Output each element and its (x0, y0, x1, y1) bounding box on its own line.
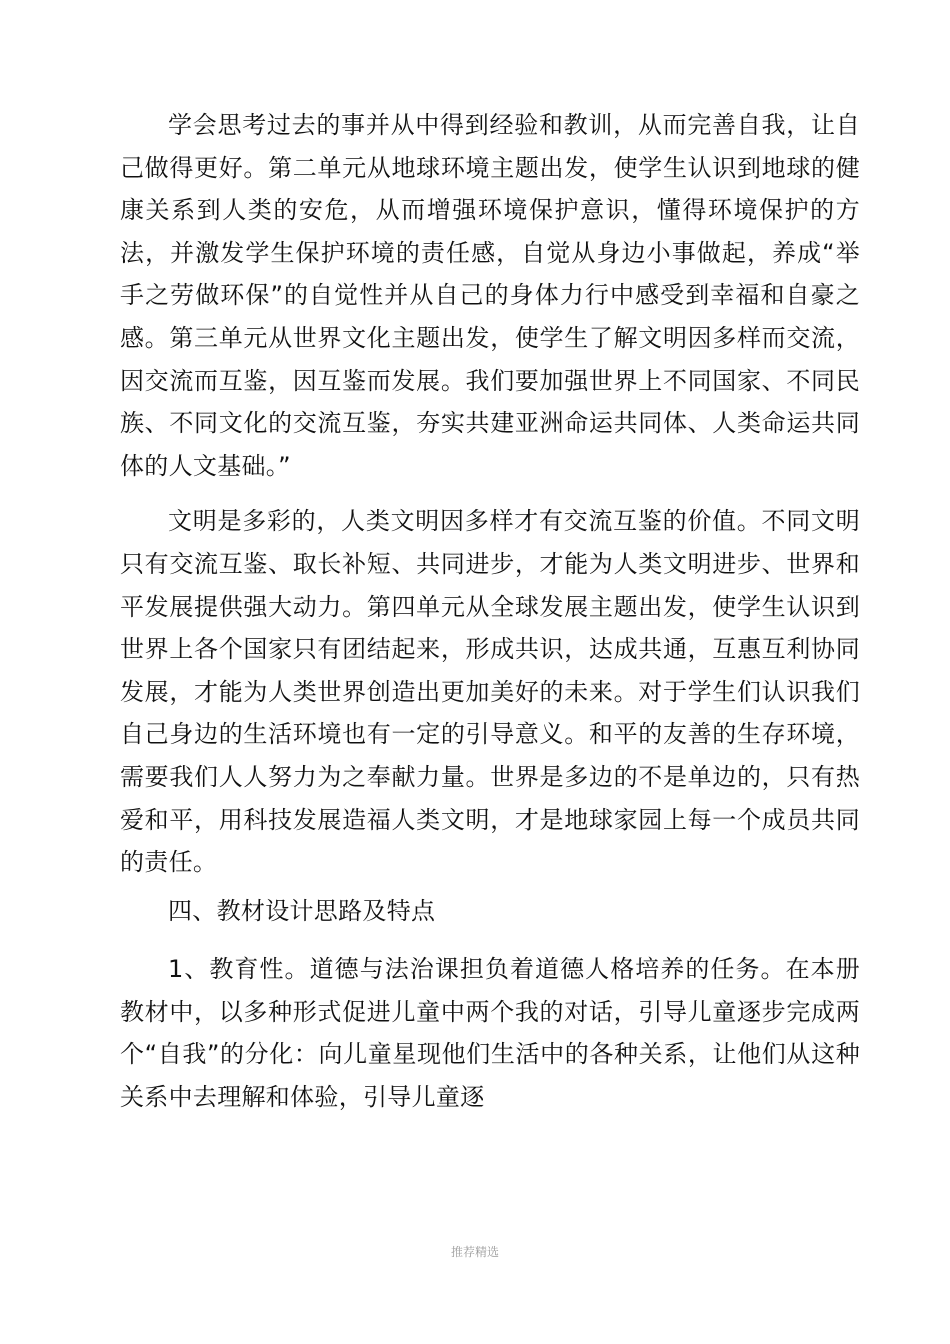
section-heading-design-ideas: 四、教材设计思路及特点 (168, 896, 436, 925)
paragraph-unit-overview: 学会思考过去的事并从中得到经验和教训，从而完善自我，让自己做得更好。第二单元从地球环境主题出发，使学生认识到地球的健康关系到人类的安危，从而增强环境保护意识，懂得环境保护的方法，并激发学生保护环境的责任感，自觉从身边小事做起，养成“举手之劳做环保”的自觉性并从自己的身体力行中感受到幸福和自豪之感。第三单元从世界文化主题出发，使学生了解文明因多样而交流，因交流而互鉴，因互鉴而发展。我们要加强世界上不同国家、不同民族、不同文化的交流互鉴，夯实共建亚洲命运共同体、人类命运共同体的人文基础。” (120, 111, 860, 480)
paragraph-educational: 1、教育性。道德与法治课担负着道德人格培养的任务。在本册教材中，以多种形式促进儿童中两个我的对话，引导儿童逐步完成两个“自我”的分化：向儿童星现他们生活中的各种关系，让他们从这种关系中去理解和体验，引导儿童逐 (120, 955, 860, 1112)
footer-watermark: 推荐精选 (451, 1245, 500, 1259)
document-body (120, 104, 860, 1119)
paragraph-civilization: 文明是多彩的，人类文明因多样才有交流互鉴的价值。不同文明只有交流互鉴、取长补短、共同进步，才能为人类文明进步、世界和平发展提供强大动力。第四单元从全球发展主题出发，使学生认识到世界上各个国家只有团结起来，形成共识，达成共通，互惠互利协同发展，才能为人类世界创造出更加美好的未来。对于学生们认识我们自己身边的生活环境也有一定的引导意义。和平的友善的生存环境，需要我们人人努力为之奉献力量。世界是多边的不是单边的，只有热爱和平，用科技发展造福人类文明，才是地球家园上每一个成员共同的责任。 (120, 507, 860, 877)
